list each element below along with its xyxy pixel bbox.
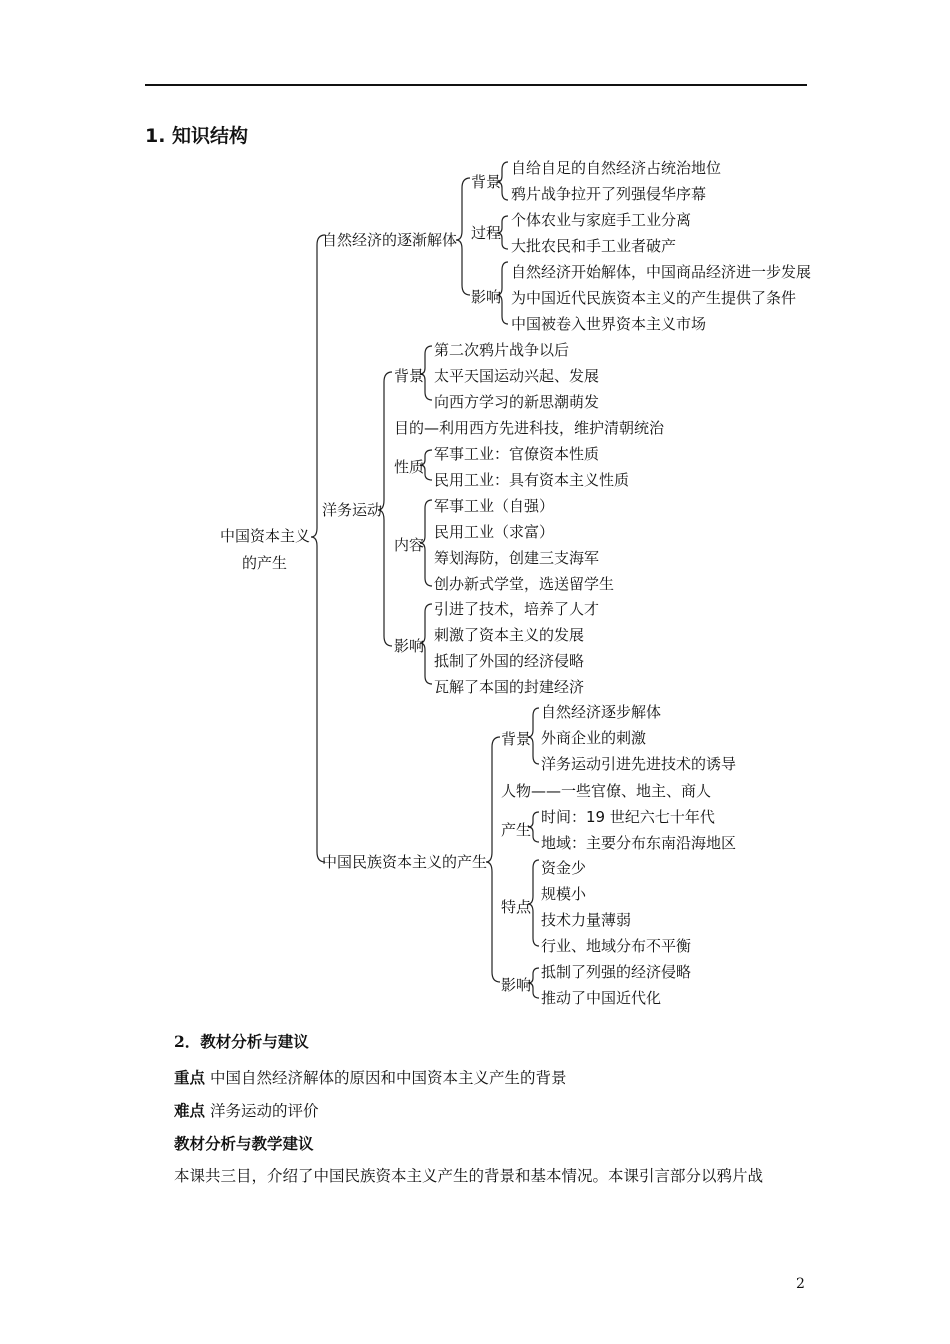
key-point xyxy=(174,1068,566,1088)
b2-title: 洋务运动 xyxy=(322,501,383,519)
analysis-heading: 教材分析与教学建议 xyxy=(174,1134,314,1153)
b2-purpose: 目的—利用西方先进科技，维护清朝统治 xyxy=(394,419,665,437)
b3-prod-item: 时间：19 世纪六七十年代 xyxy=(541,808,715,826)
diff-text: 洋务运动的评价 xyxy=(209,1102,319,1120)
b1-inf-item: 自然经济开始解体，中国商品经济进一步发展 xyxy=(511,263,812,281)
tree-root-line2: 的产生 xyxy=(242,554,288,572)
tree-root-line1: 中国资本主义 xyxy=(220,527,311,545)
b2-nat-label: 性质 xyxy=(394,458,425,476)
b2-con-item: 民用工业（求富） xyxy=(434,523,555,541)
b1-inf-item: 中国被卷入世界资本主义市场 xyxy=(511,315,707,333)
b1-proc-item: 个体农业与家庭手工业分离 xyxy=(511,211,692,229)
b2-inf-label: 影响 xyxy=(394,637,425,655)
b1-title: 自然经济的逐渐解体 xyxy=(322,231,458,249)
b1-bg-item: 自给自足的自然经济占统治地位 xyxy=(511,159,722,177)
b2-con-label: 内容 xyxy=(394,536,425,554)
b3-bg-item: 洋务运动引进先进技术的诱导 xyxy=(541,755,737,773)
b2-con-item: 创办新式学堂，选送留学生 xyxy=(434,575,615,593)
b3-prod-item: 地域：主要分布东南沿海地区 xyxy=(541,834,737,852)
b3-title: 中国民族资本主义的产生 xyxy=(322,853,488,871)
key-label: 重点 xyxy=(174,1068,206,1087)
b3-feat-item: 行业、地域分布不平衡 xyxy=(541,937,692,955)
b3-feat-item: 规模小 xyxy=(541,885,587,903)
b3-inf-item: 推动了中国近代化 xyxy=(541,989,662,1007)
b2-nat-item: 军事工业：官僚资本性质 xyxy=(434,445,600,463)
b2-inf-item: 刺激了资本主义的发展 xyxy=(434,626,585,644)
b2-nat-item: 民用工业：具有资本主义性质 xyxy=(434,471,630,489)
b3-feat-label: 特点 xyxy=(501,898,532,916)
b3-feat-item: 技术力量薄弱 xyxy=(541,911,632,929)
b1-inf-item: 为中国近代民族资本主义的产生提供了条件 xyxy=(511,289,797,307)
b2-inf-item: 引进了技术，培养了人才 xyxy=(434,600,600,618)
key-text: 中国自然经济解体的原因和中国资本主义产生的背景 xyxy=(209,1069,567,1087)
b3-bg-item: 自然经济逐步解体 xyxy=(541,703,662,721)
b3-people: 人物——一些官僚、地主、商人 xyxy=(501,782,712,800)
b3-inf-label: 影响 xyxy=(501,976,532,994)
b3-bg-item: 外商企业的刺激 xyxy=(541,729,647,747)
b2-bg-item: 第二次鸦片战争以后 xyxy=(434,341,570,359)
body-paragraph: 本课共三目，介绍了中国民族资本主义产生的背景和基本情况。本课引言部分以鸦片战 xyxy=(174,1167,764,1185)
section2-heading: 2．教材分析与建议 xyxy=(174,1032,309,1051)
b1-inf-label: 影响 xyxy=(471,288,502,306)
b2-con-item: 筹划海防，创建三支海军 xyxy=(434,549,600,567)
b1-bg-label: 背景 xyxy=(471,173,502,191)
b1-proc-label: 过程 xyxy=(471,224,502,242)
b1-proc-item: 大批农民和手工业者破产 xyxy=(511,237,677,255)
b3-bg-label: 背景 xyxy=(501,730,532,748)
b2-con-item: 军事工业（自强） xyxy=(434,497,555,515)
section1-heading: 1. 知识结构 xyxy=(145,125,249,147)
b3-inf-item: 抵制了列强的经济侵略 xyxy=(541,963,692,981)
b2-inf-item: 瓦解了本国的封建经济 xyxy=(434,678,585,696)
b2-inf-item: 抵制了外国的经济侵略 xyxy=(434,652,585,670)
b2-bg-item: 太平天国运动兴起、发展 xyxy=(434,367,600,385)
b3-feat-item: 资金少 xyxy=(541,859,587,877)
b2-bg-label: 背景 xyxy=(394,367,425,385)
b2-bg-item: 向西方学习的新思潮萌发 xyxy=(434,393,600,411)
b1-bg-item: 鸦片战争拉开了列强侵华序幕 xyxy=(511,185,707,203)
difficult-point xyxy=(174,1101,318,1121)
page-number: 2 xyxy=(796,1276,805,1292)
b3-prod-label: 产生 xyxy=(501,821,532,839)
diff-label: 难点 xyxy=(174,1101,206,1120)
